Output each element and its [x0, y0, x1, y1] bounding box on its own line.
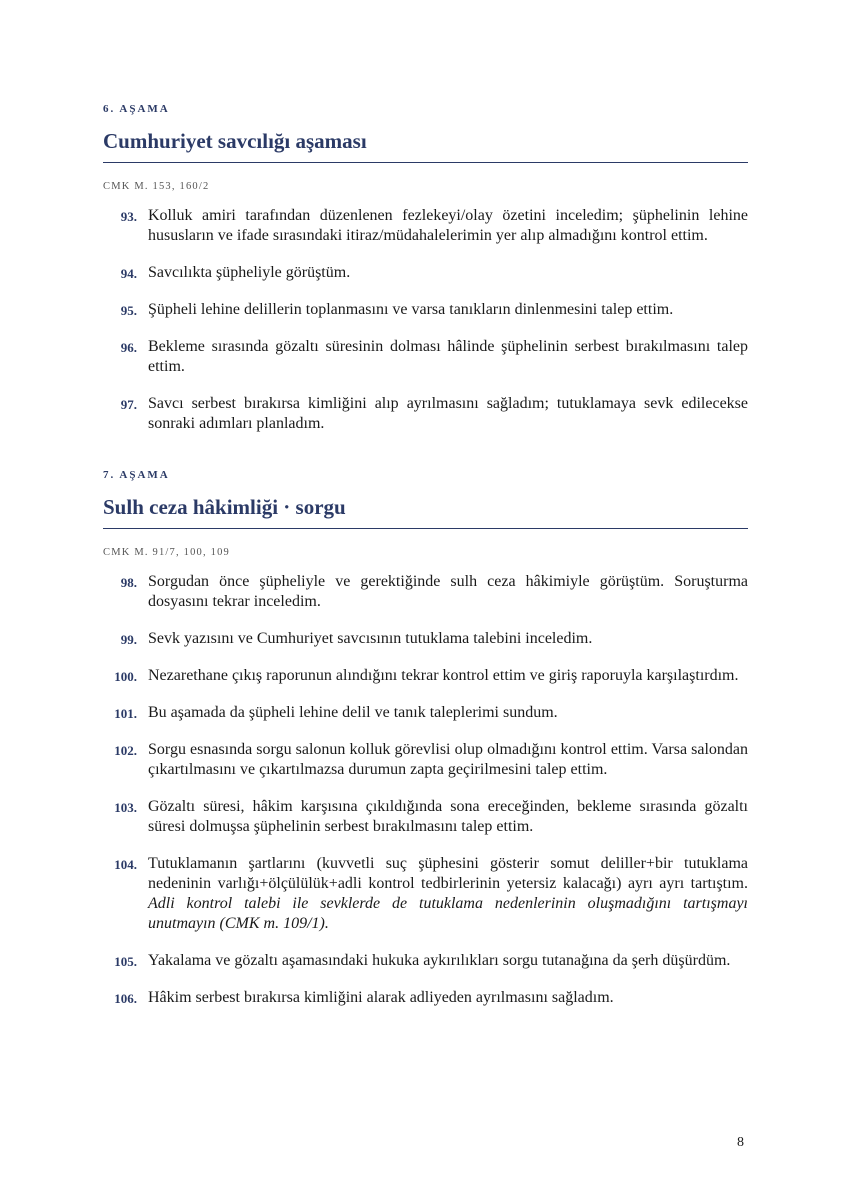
list-item [103, 300, 748, 320]
item-text: Bekleme sırasında gözaltı süresinin dolması hâlinde şüphelinin serbest bırakılmasını talep ettim. [148, 338, 748, 375]
item-text: Sevk yazısını ve Cumhuriyet savcısının tutuklama talebini inceledim. [148, 630, 593, 647]
list-item [103, 629, 748, 649]
list-item [103, 337, 748, 377]
item-number: 95. [120, 303, 137, 318]
law-reference: CMK M. 153, 160/2 [103, 181, 210, 192]
list-item [103, 988, 748, 1008]
item-number: 106. [114, 991, 137, 1006]
list-item [103, 951, 748, 971]
item-text: Hâkim serbest bırakırsa kimliğini alarak adliyeden ayrılmasını sağladım. [148, 989, 614, 1006]
item-number: 105. [114, 954, 137, 969]
list-item [103, 572, 748, 612]
item-text: Bu aşamada da şüpheli lehine delil ve tanık taleplerimi sundum. [148, 704, 558, 721]
item-emphasis-note: Adli kontrol talebi ile sevklerde de tutuklama nedenlerinin oluşmadığını tartışmayı unutmayın (CMK m. 109/1). [148, 895, 748, 932]
list-item [103, 740, 748, 780]
item-number: 104. [114, 857, 137, 872]
item-number: 97. [120, 397, 137, 412]
item-number: 101. [114, 706, 137, 721]
page-number: 8 [737, 1135, 744, 1150]
item-number: 96. [120, 340, 137, 355]
item-number: 103. [114, 800, 137, 815]
checklist [103, 206, 748, 434]
item-text: Kolluk amiri tarafından düzenlenen fezlekeyi/olay özetini inceledim; şüphelinin lehine hususların ve ifade sırasındaki itiraz/müdahalelerimin yer alıp almadığını kontrol ettim. [148, 207, 748, 244]
list-item [103, 666, 748, 686]
item-text: Savcılıkta şüpheliyle görüştüm. [148, 264, 351, 281]
section-title: Sulh ceza hâkimliği · sorgu [103, 495, 748, 529]
item-number: 99. [120, 632, 137, 647]
item-text: Sorgu esnasında sorgu salonun kolluk görevlisi olup olmadığını kontrol ettim. Varsa salondan çıkartılmasını ve çıkartılmazsa durumun zapta geçirilmesini talep ettim. [148, 741, 748, 778]
list-item [103, 263, 748, 283]
section-stage-6 [103, 103, 748, 451]
item-number: 93. [120, 209, 137, 224]
list-item [103, 797, 748, 837]
item-number: 98. [120, 575, 137, 590]
item-text: Sorgudan önce şüpheliyle ve gerektiğinde sulh ceza hâkimiyle görüştüm. Soruşturma dosyasını tekrar inceledim. [148, 573, 748, 610]
list-item [103, 206, 748, 246]
item-text: Yakalama ve gözaltı aşamasındaki hukuka aykırılıkları sorgu tutanağına da şerh düşürdüm. [148, 952, 731, 969]
item-text: Nezarethane çıkış raporunun alındığını tekrar kontrol ettim ve giriş raporuyla karşılaştırdım. [148, 667, 739, 684]
list-item [103, 703, 748, 723]
list-item [103, 854, 748, 934]
item-text: Savcı serbest bırakırsa kimliğini alıp ayrılmasını sağladım; tutuklamaya sevk edilecekse sonraki adımları planladım. [148, 395, 748, 432]
item-number: 94. [120, 266, 137, 281]
item-text: Tutuklamanın şartlarını (kuvvetli suç şüphesini gösterir somut deliller+bir tutuklama nedeninin varlığı+ölçülülük+adli kontrol tedbirlerinin yetersiz kalacağı) ayrı ayrı tartıştım. [148, 855, 748, 892]
stage-label: 7. AŞAMA [103, 469, 170, 481]
section-stage-7 [103, 469, 748, 1025]
checklist [103, 572, 748, 1008]
item-number: 102. [114, 743, 137, 758]
law-reference: CMK M. 91/7, 100, 109 [103, 547, 231, 558]
item-text: Şüpheli lehine delillerin toplanmasını ve varsa tanıkların dinlenmesini talep ettim. [148, 301, 674, 318]
item-text: Gözaltı süresi, hâkim karşısına çıkıldığında sona ereceğinden, bekleme sırasında gözaltı süresi dolmuşsa şüphelinin serbest bırakılmasını talep ettim. [148, 798, 748, 835]
list-item [103, 394, 748, 434]
stage-label: 6. AŞAMA [103, 103, 170, 115]
item-number: 100. [114, 669, 137, 684]
section-title: Cumhuriyet savcılığı aşaması [103, 129, 748, 163]
